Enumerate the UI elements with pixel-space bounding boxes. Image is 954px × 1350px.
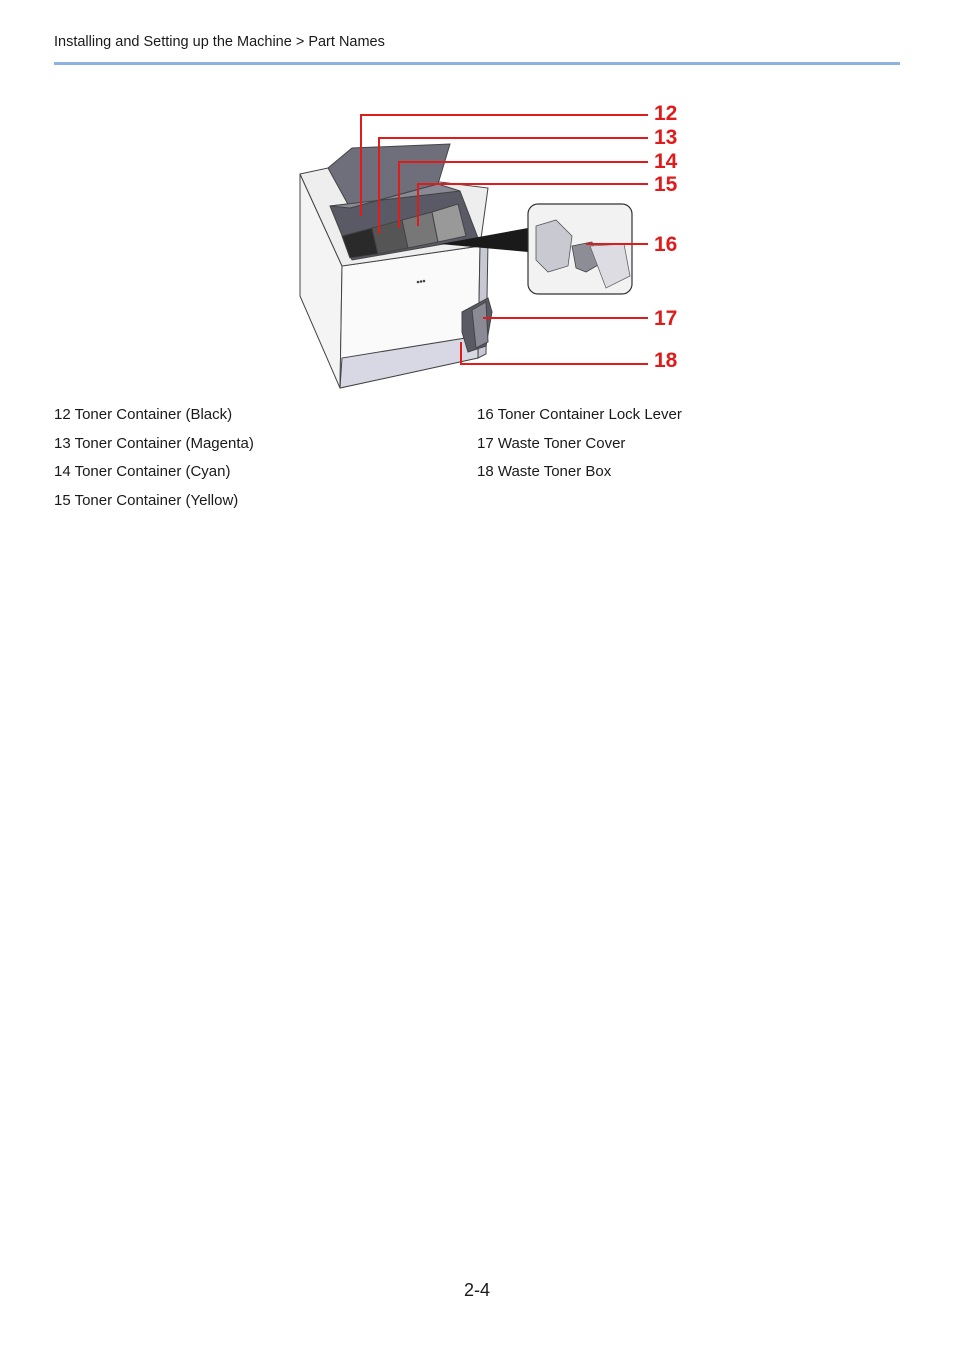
breadcrumb: Installing and Setting up the Machine > Part Names bbox=[54, 34, 385, 50]
legend-item: 14 Toner Container (Cyan) bbox=[54, 463, 231, 481]
callout-16: 16 bbox=[654, 233, 678, 256]
legend-right-column bbox=[477, 406, 682, 492]
printer-illustration bbox=[290, 96, 690, 396]
header-divider bbox=[54, 62, 900, 65]
legend-item: 16 Toner Container Lock Lever bbox=[477, 406, 682, 423]
printer-diagram bbox=[290, 96, 690, 396]
callout-18: 18 bbox=[654, 349, 678, 372]
legend-left-column bbox=[54, 406, 254, 521]
leader-18 bbox=[461, 342, 648, 364]
legend-item: 12 Toner Container (Black) bbox=[54, 406, 233, 423]
lock-lever-inset bbox=[528, 204, 632, 294]
callout-12: 12 bbox=[654, 102, 678, 125]
printer-body bbox=[300, 144, 492, 388]
legend-item: 17 Waste Toner Cover bbox=[477, 434, 626, 452]
callout-13: 13 bbox=[654, 126, 678, 149]
legend-item: 15 Toner Container (Yellow) bbox=[54, 492, 239, 510]
legend-item: 13 Toner Container (Magenta) bbox=[54, 434, 254, 452]
page-number: 2-4 bbox=[463, 1280, 490, 1300]
callout-14: 14 bbox=[654, 150, 678, 173]
callout-15: 15 bbox=[654, 173, 678, 196]
legend-item: 18 Waste Toner Box bbox=[477, 463, 612, 481]
callout-17: 17 bbox=[654, 307, 678, 330]
